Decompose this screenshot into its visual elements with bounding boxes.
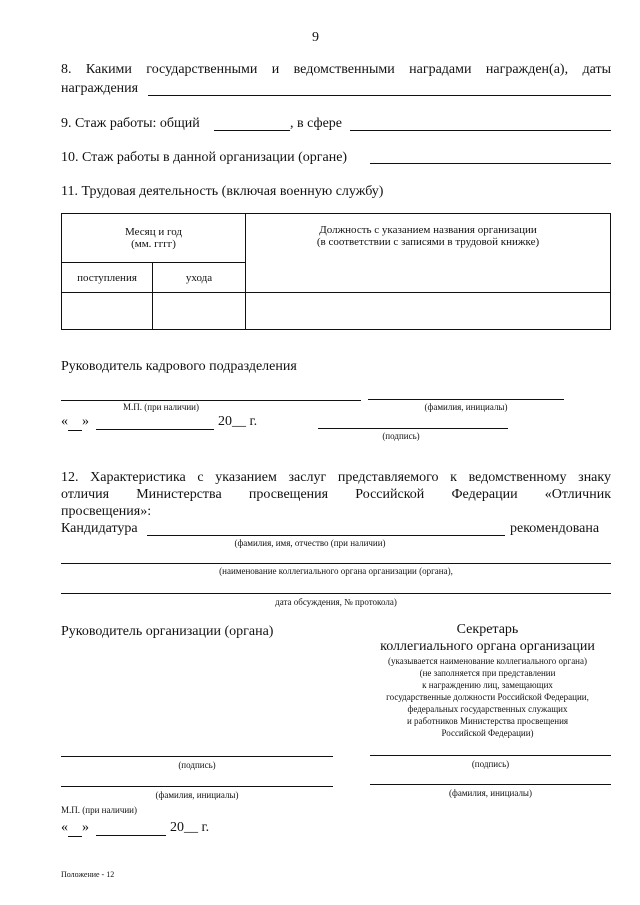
discussion-date-caption: дата обсуждения, № протокола) [275,597,397,607]
col-leave: ухода [153,263,246,293]
work-history-table [61,213,611,330]
position-label: Должность с указанием названия организации [319,224,537,236]
q8-awards-field[interactable] [148,95,611,96]
hr-date [61,414,89,431]
hr-name-caption: (фамилия, инициалы) [424,402,508,412]
q10-label: 10. Стаж работы в данной организации (органе) [61,150,348,165]
secretary-name-caption: (фамилия, инициалы) [449,788,532,798]
org-month-field[interactable] [96,835,166,836]
q12-line3: просвещения»: [61,504,152,519]
footer-label: Положение - 12 [61,870,115,879]
secretary-note-6: и работников Министерства просвещения [406,716,569,726]
secretary-name-field[interactable] [370,784,611,785]
secretary-title: Секретарь [456,622,519,637]
candidacy-label: Кандидатура [61,521,138,536]
q9-sphere-field[interactable] [350,130,611,131]
collegial-body-field[interactable] [61,563,611,564]
cell-leave[interactable] [153,293,246,330]
q12-line1: 12. Характеристика с указанием заслуг представляемого к ведомственному знаку [61,470,611,485]
secretary-note-1: (указывается наименование коллегиального органа) [388,656,587,666]
hr-head-signature-field[interactable] [61,400,361,401]
org-stamp-label: М.П. (при наличии) [61,805,137,815]
q8-line2: награждения [61,81,139,96]
secretary-subtitle: коллегиального органа организации [380,639,595,654]
secretary-note-4: государственные должности Российской Федерации, [386,692,589,702]
discussion-date-field[interactable] [61,593,611,594]
org-quote-open: « [61,820,68,835]
q8-line1: 8. Какими государственными и ведомственными наградами награжден(а), даты [61,62,611,77]
month-year-header [62,214,246,263]
org-signature-caption: (подпись) [178,760,216,770]
secretary-note-2: (не заполняется при представлении [419,668,556,678]
cell-hire[interactable] [62,293,153,330]
hr-signature-line[interactable] [318,428,508,429]
month-year-label: Месяц и год [124,226,183,238]
hr-head-name-field[interactable] [368,399,564,400]
secretary-note-3: к награждению лиц, замещающих [422,680,553,690]
hr-month-field[interactable] [96,429,214,430]
org-head-signature-field[interactable] [61,756,333,757]
position-note: (в соответствии с записями в трудовой книжке) [316,236,540,248]
collegial-body-caption: (наименование коллегиального органа организации (органа), [219,566,453,576]
col-hire: поступления [62,263,153,293]
org-head-title: Руководитель организации (органа) [61,624,274,639]
q9-total-label: 9. Стаж работы: общий [61,116,200,131]
q10-field[interactable] [370,163,611,164]
org-head-name-field[interactable] [61,786,333,787]
q9-sphere-label: , в сфере [290,116,342,131]
secretary-note-5: федеральных государственных служащих [407,704,568,714]
org-year: 20__ г. [170,820,210,835]
secretary-signature-caption: (подпись) [471,759,510,769]
date-format-label: (мм. гггг) [131,238,176,250]
org-day-field[interactable] [68,820,82,837]
position-header [246,214,611,293]
org-quote-close: » [82,820,89,835]
cell-position[interactable] [246,293,611,330]
org-name-caption: (фамилия, инициалы) [155,790,239,800]
page-number: 9 [312,30,319,45]
candidacy-field[interactable] [147,535,505,536]
hr-quote-close: » [82,414,89,429]
hr-signature-caption: (подпись) [382,431,420,441]
hr-year: 20__ г. [218,414,258,429]
recommended-label: рекомендована [510,521,600,536]
org-date [61,820,89,837]
hr-head-title: Руководитель кадрового подразделения [61,359,297,374]
secretary-signature-field[interactable] [370,755,611,756]
hr-day-field[interactable] [68,414,82,431]
fio-caption: (фамилия, имя, отчество (при наличии) [234,538,386,548]
q11-label: 11. Трудовая деятельность (включая военную службу) [61,184,384,199]
hr-stamp-label: М.П. (при наличии) [123,402,199,412]
secretary-note-7: Российской Федерации) [441,728,534,738]
q9-total-field[interactable] [214,130,290,131]
hr-quote-open: « [61,414,68,429]
q12-line2: отличия Министерства просвещения Российской Федерации «Отличник [61,487,611,502]
